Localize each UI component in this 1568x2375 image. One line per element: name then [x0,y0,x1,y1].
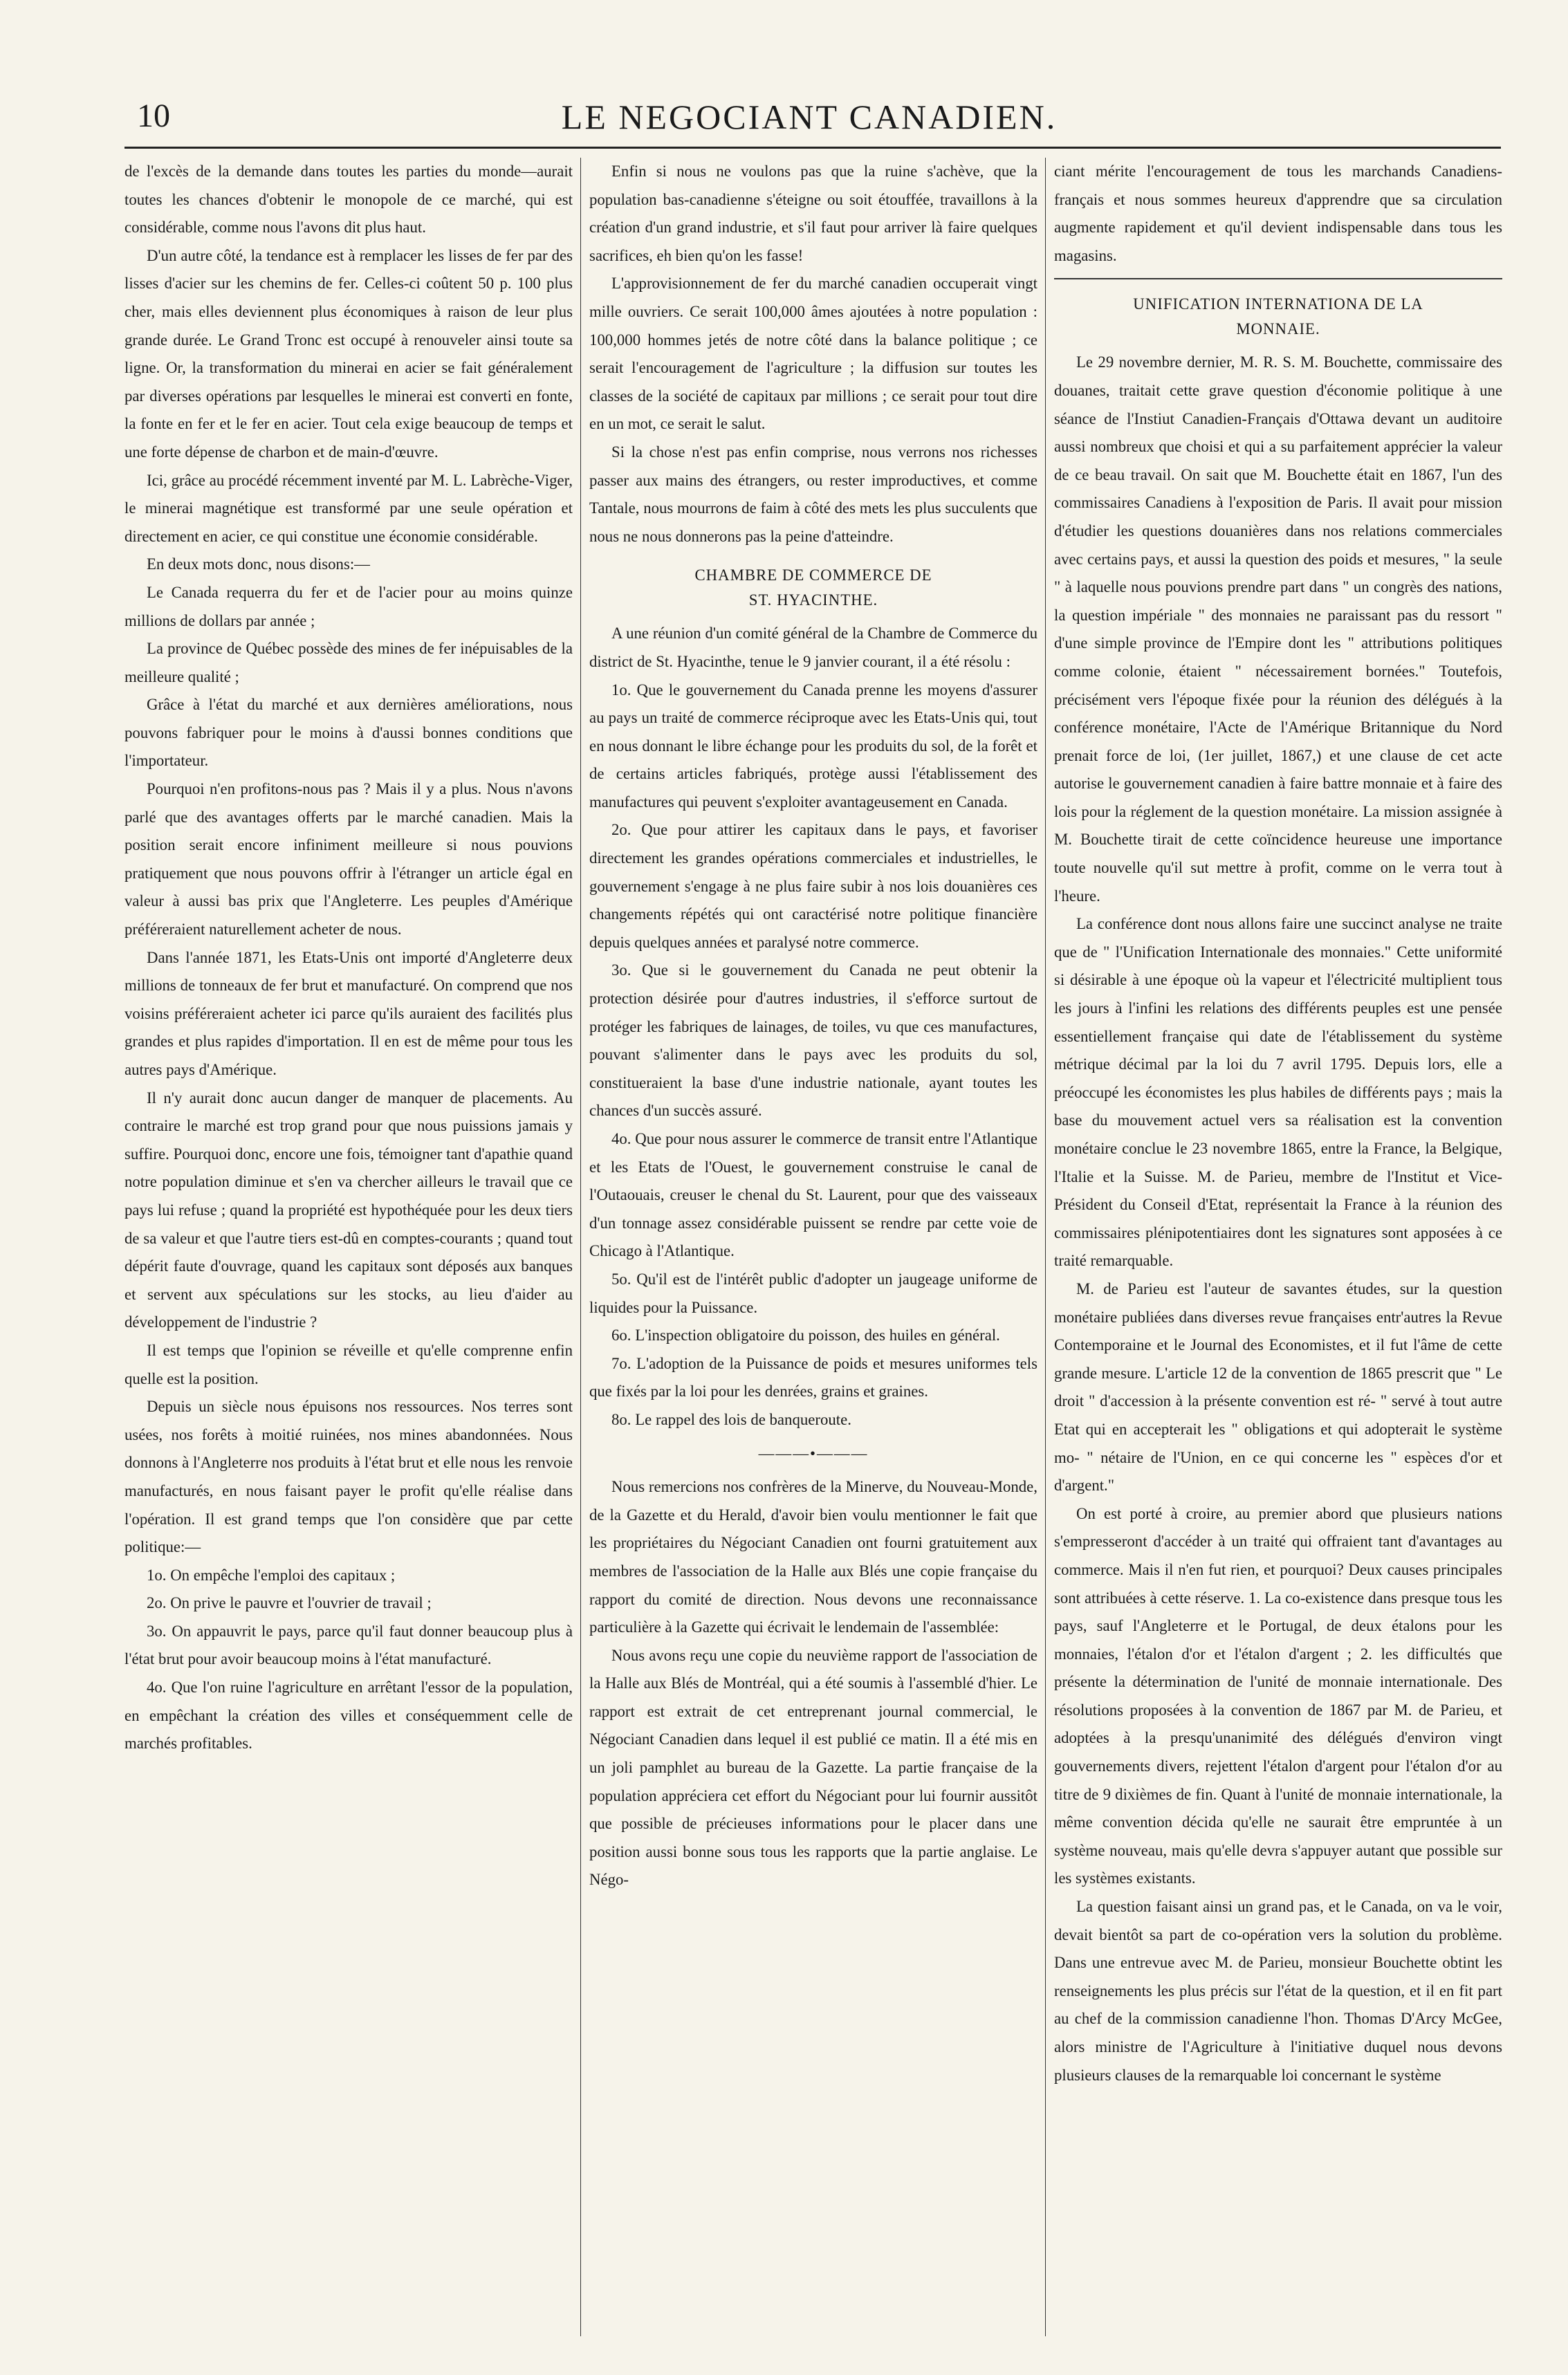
section-title [589,563,1037,613]
list-item: 5o. Qu'il est de l'intérêt public d'adopter un jaugeage uniforme de liquides pour la Puissance. [589,1270,1037,1316]
column-divider [580,158,581,2336]
paragraph: Si la chose n'est pas enfin comprise, nous verrons nos richesses passer aux mains des étrangers, ou rester improductives, et comme Tantale, nous mourrons de faim à côté des mets les plus succulents que nous ne nous donnerons pas la peine d'atteindre. [589,443,1037,545]
paragraph: A une réunion d'un comité général de la Chambre de Commerce du district de St. Hyacinthe, tenue le 9 janvier courant, il a été résolu : [589,625,1037,670]
paragraph: Il n'y aurait donc aucun danger de manquer de placements. Au contraire le marché est trop grand pour que nous puissions jamais y suffire. Pourquoi donc, encore une fois, témoigner tant d'apathie quand notre population diminue et s'en va chercher ailleurs le travail que ce pays lui refuse ; quand la propriété est hypothéquée pour les deux tiers de sa valeur et que l'autre tiers est-dû en comptes-courants ; quand tout dépérit faute d'ouvrage, quand les capitaux sont déposés aux banques et servent aux spéculations sur les stocks, au lieu d'aider au développement de l'industrie ? [124,1089,573,1331]
list-item: 2o. Que pour attirer les capitaux dans le pays, et favoriser directement les grandes opérations commerciales et industrielles, le gouvernement s'engage à ne plus faire subir à nos lois douanières ces changements répétés qui ont caractérisé notre politique financière depuis quelques années et paralysé notre commerce. [589,821,1037,951]
list-item: 3o. On appauvrit le pays, parce qu'il faut donner beaucoup plus à l'état brut pour avoir beaucoup moins à l'état manufacturé. [124,1622,573,1668]
paragraph: La province de Québec possède des mines de fer inépuisables de la meilleure qualité ; [124,640,573,685]
list-item: 3o. Que si le gouvernement du Canada ne peut obtenir la protection désirée pour d'autres industries, il s'efforce surtout de protéger les fabriques de lainages, de toiles, vu que ces manufactures, pouvant s'alimenter dans le pays avec les produits du sol, constitueraient la base d'une industrie nationale, ayant toutes les chances d'un succès assuré. [589,961,1037,1120]
column-2 [589,158,1037,2336]
paragraph: Le Canada requerra du fer et de l'acier pour au moins quinze millions de dollars par année ; [124,583,573,629]
paragraph: Il est temps que l'opinion se réveille et qu'elle comprenne enfin quelle est la position. [124,1341,573,1387]
section-title-line: MONNAIE. [1236,320,1320,338]
paragraph: La question faisant ainsi un grand pas, et le Canada, on va le voir, devait bientôt sa part de co-opération vers la solution du problème. Dans une entrevue avec M. de Parieu, monsieur Bouchette obtint les renseignements les plus précis sur l'état de la question, et il en fit part au chef de la commission canadienne l'hon. Thomas D'Arcy McGee, alors ministre de l'Agriculture à l'initiative duquel nous devons plusieurs clauses de la remarquable loi concernant le système [1054,1898,1502,2084]
paragraph: de l'excès de la demande dans toutes les parties du monde—aurait toutes les chances d'obtenir le monopole de ce marché, qui est considérable, comme nous l'avons dit plus haut. [124,163,573,237]
paragraph: Ici, grâce au procédé récemment inventé par M. L. Labrèche-Viger, le minerai magnétique est transformé par une seule opération et directement en acier, ce qui constitue une économie considérable. [124,471,573,545]
list-item: 2o. On prive le pauvre et l'ouvrier de travail ; [147,1594,432,1612]
page-header [124,90,1494,145]
section-title [1054,292,1502,342]
paragraph: En deux mots donc, nous disons:— [147,555,370,573]
list-item: 4o. Que pour nous assurer le commerce de transit entre l'Atlantique et les Etats de l'Ouest, le gouvernement construise le canal de l'Outaouais, creuser le chenal du St. Laurent, pour que des vaisseaux d'un tonnage assez considérable puissent se rendre par cette voie de Chicago à l'Atlantique. [589,1130,1037,1260]
column-3 [1054,158,1502,2336]
page-number: 10 [137,98,170,134]
paragraph: ciant mérite l'encouragement de tous les marchands Canadiens-français et nous sommes heureux d'apprendre que sa circulation augmente rapidement et qu'il devient indispensable dans tous les magasins. [1054,163,1502,264]
list-item: 6o. L'inspection obligatoire du poisson, des huiles en général. [611,1327,1000,1344]
quoted-paragraph: Nous avons reçu une copie du neuvième rapport de l'association de la Halle aux Blés de Montréal, qui a été soumis à l'assemblé d'hier. Le rapport est extrait de cet entreprenant journal commercial, le Négociant Canadien dans lequel il est publié ce matin. Il a été mis en un joli pamphlet au bureau de la Gazette. La partie française de la population appréciera cet effort du Négociant pour lui fournir aussitôt que possible de précieuses informations pour le placer dans une position aussi bonne sous tous les rapports que la partie anglaise. Le Négo- [589,1646,1037,1889]
section-title-line: ST. HYACINTHE. [748,591,878,609]
paragraph: Grâce à l'état du marché et aux dernières améliorations, nous pouvons fabriquer pour le moins à d'aussi bonnes conditions que l'importateur. [124,696,573,770]
list-item: 4o. Que l'on ruine l'agriculture en arrêtant l'essor de la population, en empêchant la création des villes et conséquemment celle de marchés profitables. [124,1679,573,1753]
paragraph: M. de Parieu est l'auteur de savantes études, sur la question monétaire publiées dans diverses revue françaises entr'autres la Revue Contemporaine et le Journal des Economistes, et il fut l'âme de cette grande mesure. L'article 12 de la convention de 1865 prescrit que " Le droit " d'accession à la présente convention est ré- " servé à tout autre Etat qui en accepterait les " obligations et qui adopterait le système mo- " nétaire de l'Union, en ce qui concerne les " espèces d'or et d'argent." [1054,1279,1502,1495]
paragraph: La conférence dont nous allons faire une succinct analyse ne traite que de " l'Unification Internationale des monnaies." Cette uniformité si désirable à une époque où la vapeur et l'électricité multiplient tous les jours à l'infini les relations des différents peuples est une pensée essentiellement française qui date de l'établissement du système métrique décimal par la loi du 7 avril 1795. Depuis lors, elle a préoccupé les économistes les plus habiles de différents pays ; mais la base du mouvement actuel vers sa réalisation est la convention monétaire conclue le 23 novembre 1865, entre la France, la Belgique, l'Italie et la Suisse. M. de Parieu, membre de l'Institut et Vice-Président du Conseil d'Etat, représentait la France à la réunion des commissaires plénipotentiaires dont les signatures sont apposées à ce traité remarquable. [1054,915,1502,1270]
paragraph: Le 29 novembre dernier, M. R. S. M. Bouchette, commissaire des douanes, traitait cette grave question d'économie politique à une séance de l'Instiut Canadien-Français d'Ottawa devant un auditoire aussi nombreux que choisi et qui a su parfaitement apprécier la valeur de ce beau travail. On sait que M. Bouchette était en 1867, l'un des commissaires Canadiens à l'exposition de Paris. Il avait pour mission d'étudier les questions douanières dans nos relations commerciales avec certains pays, et aussi la question des poids et mesures, " la seule " à laquelle nous pouvions prendre part dans " un congrès des nations, la question impériale " des monnaies ne paraissant pas du ressort " d'une simple province de l'Empire dont les " attributions politiques comme colonie, étaient " nécessairement bornées." Toutefois, précisément vers l'époque fixée pour la réunion des délégués à la conférence monétaire, l'Acte de l'Amérique Britannique du Nord prenait force de loi, (1er juillet, 1867,) et une clause de cet acte autorise le gouvernement canadien à faire battre monnaie et à faire des lois pour la réglement de la question monétaire. La mission assignée à M. Bouchette tirait de cette coïncidence heureuse une importance toute nouvelle qu'il sut mettre à profit, comme on le verra tout à l'heure. [1054,353,1502,905]
section-title-line: CHAMBRE DE COMMERCE DE [694,566,932,584]
paragraph: Depuis un siècle nous épuisons nos ressources. Nos terres sont usées, nos forêts à moitié ruinées, nos mines abandonnées. Nous donnons à l'Angleterre nos produits à l'état brut et elle nous les renvoie manufacturés, en nous faisant payer le profit qu'elle réalise dans l'opération. Il est grand temps que l'on considère que par cette politique:— [124,1398,573,1556]
section-title-line: UNIFICATION INTERNATIONA DE LA [1133,295,1423,313]
paragraph: D'un autre côté, la tendance est à remplacer les lisses de fer par des lisses d'acier sur les chemins de fer. Celles-ci coûtent 50 p. 100 plus cher, mais elles deviennent plus économiques à raison de leur plus grande durée. Le Grand Tronc est occupé à renouveler ainsi toute sa ligne. Or, la transformation du minerai en acier se fait généralement par diverses opérations par lesquelles le minerai est converti en fonte, la fonte en fer et le fer en acier. Tout cela exige beaucoup de temps et une forte dépense de charbon et de main-d'œuvre. [124,246,573,461]
list-item: 8o. Le rappel des lois de banqueroute. [611,1410,851,1428]
separator: ———•——— [758,1444,869,1462]
list-item: 7o. L'adoption de la Puissance de poids et mesures uniformes tels que fixés par la loi pour les denrées, grains et graines. [589,1354,1037,1401]
list-item: 1o. Que le gouvernement du Canada prenne les moyens d'assurer au pays un traité de commerce réciproque avec les Etats-Unis qui, tout en nous donnant le libre échange pour les produits du sol, de la forêt et de certains articles fabriqués, protège aussi l'établissement des manufactures qui peuvent s'exploiter avantageusement en Canada. [589,681,1037,811]
header-rule [124,147,1501,149]
paragraph: Nous remercions nos confrères de la Minerve, du Nouveau-Monde, de la Gazette et du Herald, d'avoir bien voulu mentionner le fait que les propriétaires du Négociant Canadien ont fourni gratuitement aux membres de l'association de la Halle aux Blés une copie française du rapport du comité de direction. Nous devons une reconnaissance particulière à la Gazette qui écrivait le lendemain de l'assemblée: [589,1478,1037,1636]
paragraph: Dans l'année 1871, les Etats-Unis ont importé d'Angleterre deux millions de tonneaux de fer brut et manufacturé. On comprend que nos voisins préféreraient acheter ici parce qu'ils auraient des facilités plus grandes et plus rapides d'importation. Il en est de même pour tous les autres pays d'Amérique. [124,948,573,1078]
paragraph: Pourquoi n'en profitons-nous pas ? Mais il y a plus. Nous n'avons parlé que des avantages offerts par le marché canadien. Mais la position serait encore infiniment meilleure si nous pouvions pratiquement que nous pouvons offrir à l'étranger un article égal en valeur à aussi bas prix que l'Angleterre. Les peuples d'Amérique préféreraient naturellement acheter de nous. [124,780,573,939]
column-divider [1045,158,1046,2336]
column-1 [124,158,573,2336]
paragraph: L'approvisionnement de fer du marché canadien occuperait vingt mille ouvriers. Ce serait 100,000 âmes ajoutées à notre population : 100,000 hommes jetés de notre côté dans la balance politique ; ce serait l'encouragement de l'agriculture ; la diffusion sur toutes les classes de la société de capitaux par millions ; ce serait pour tout dire en un mot, ce serait le salut. [589,275,1037,433]
paragraph: Enfin si nous ne voulons pas que la ruine s'achève, que la population bas-canadienne s'éteigne ou soit étouffée, travaillons à la création d'un grand industrie, et s'il faut pour arriver là faire quelques sacrifices, eh bien qu'on les fasse! [589,163,1037,264]
section-rule [1054,278,1502,279]
masthead-title: LE NEGOCIANT CANADIEN. [561,98,1058,136]
list-item: 1o. On empêche l'emploi des capitaux ; [147,1566,396,1584]
paragraph: On est porté à croire, au premier abord que plusieurs nations s'empresseront d'accéder à un traité qui offraient tant d'avantages au commerce. Mais il n'en fut rien, et pourquoi? Deux causes principales sont attribuées à cette réserve. 1. La co-existence dans presque tous les pays, sauf l'Angleterre et le Portugal, de deux étalons pour les monnaies, l'étalon d'or et l'étalon d'argent ; 2. les difficultés que présente la détermination de l'unité de monnaie internationale. Des résolutions proposées à la convention de 1867 par M. de Parieu, et adoptées à la presqu'unanimité des délégués d'environ vingt gouvernements divers, rejettent l'étalon d'argent pour l'étalon d'or au titre de 9 dixièmes de fin. Quant à l'unité de monnaie internationale, la même convention décida qu'elle ne saurait être empruntée à un système nouveau, mais qu'elle devra s'appuyer autant que possible sur les systèmes existants. [1054,1504,1502,1887]
